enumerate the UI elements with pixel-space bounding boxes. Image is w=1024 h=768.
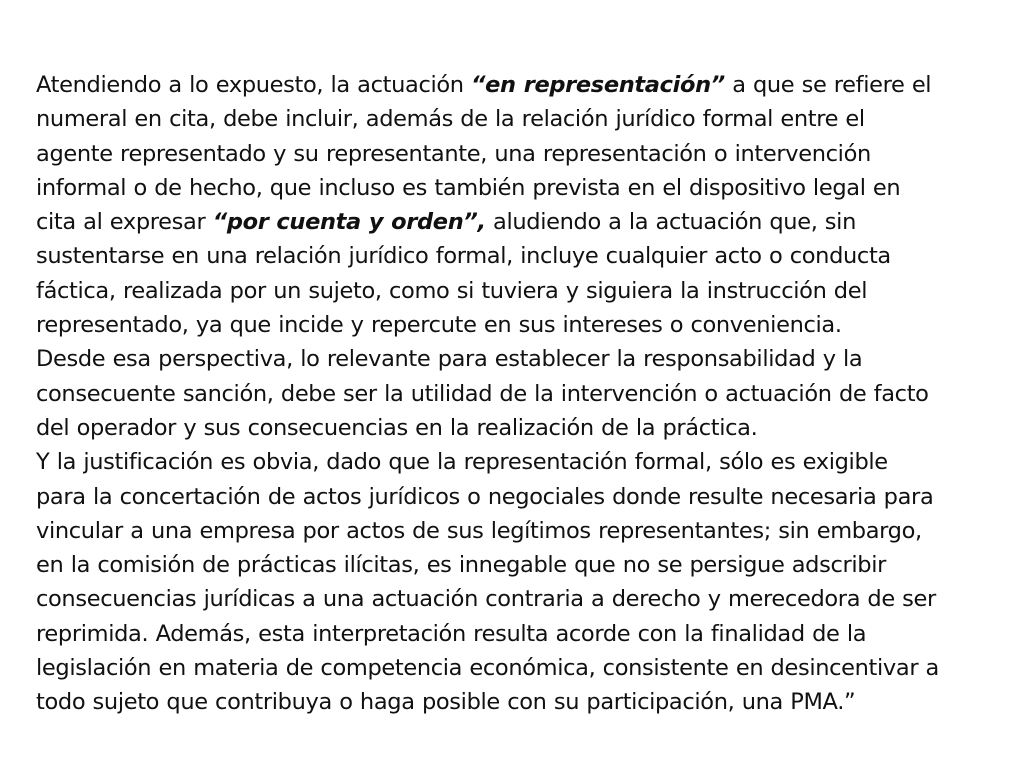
text-line xyxy=(36,548,996,582)
text-line xyxy=(36,480,996,514)
text-run: a que se refiere el xyxy=(724,72,932,98)
text-line xyxy=(36,68,996,102)
text-line xyxy=(36,274,996,308)
text-line xyxy=(36,445,996,479)
text-line xyxy=(36,685,996,719)
text-run: vincular a una empresa por actos de sus legítimos representantes; sin embargo, xyxy=(36,517,922,544)
text-line xyxy=(36,377,996,411)
text-line xyxy=(36,617,996,651)
text-run: fáctica, realizada por un sujeto, como si tuviera y siguiera la instrucción del xyxy=(36,277,868,304)
text-run: representado, ya que incide y repercute en sus intereses o conveniencia. xyxy=(36,312,842,339)
text-line xyxy=(36,137,996,171)
body-text xyxy=(36,68,996,720)
text-line xyxy=(36,308,996,342)
text-run: Atendiendo a lo expuesto, la actuación xyxy=(36,72,471,98)
text-line xyxy=(36,239,996,273)
text-run: para la concertación de actos jurídicos o negociales donde resulte necesaria para xyxy=(36,483,934,510)
text-line xyxy=(36,102,996,136)
text-run: legislación en materia de competencia económica, consistente en desincentivar a xyxy=(36,655,939,682)
emphasis-quote: “en representación” xyxy=(471,72,725,98)
text-line xyxy=(36,411,996,445)
text-run: todo sujeto que contribuya o haga posible con su participación, una PMA.” xyxy=(36,689,856,716)
text-run: cita al expresar xyxy=(36,209,213,236)
text-line xyxy=(36,342,996,376)
text-line xyxy=(36,205,996,239)
text-run: aludiendo a la actuación que, sin xyxy=(485,209,856,236)
emphasis-quote: “por cuenta y orden”, xyxy=(212,209,486,236)
text-run: informal o de hecho, que incluso es también prevista en el dispositivo legal en xyxy=(36,174,901,201)
text-line xyxy=(36,582,996,616)
text-run: sustentarse en una relación jurídico formal, incluye cualquier acto o conducta xyxy=(36,243,891,270)
text-line xyxy=(36,514,996,548)
text-run: del operador y sus consecuencias en la realización de la práctica. xyxy=(36,414,758,441)
text-run: consecuencias jurídicas a una actuación contraria a derecho y merecedora de ser xyxy=(36,586,936,613)
text-run: Y la justificación es obvia, dado que la representación formal, sólo es exigible xyxy=(36,449,888,476)
text-run: en la comisión de prácticas ilícitas, es innegable que no se persigue adscribir xyxy=(36,552,887,579)
text-run: numeral en cita, debe incluir, además de la relación jurídico formal entre el xyxy=(36,106,865,133)
text-run: reprimida. Además, esta interpretación resulta acorde con la finalidad de la xyxy=(36,620,867,647)
text-run: consecuente sanción, debe ser la utilidad de la intervención o actuación de facto xyxy=(36,380,929,407)
text-run: agente representado y su representante, una representación o intervención xyxy=(36,140,871,167)
text-run: Desde esa perspectiva, lo relevante para establecer la responsabilidad y la xyxy=(36,346,863,373)
text-line xyxy=(36,171,996,205)
text-line xyxy=(36,651,996,685)
